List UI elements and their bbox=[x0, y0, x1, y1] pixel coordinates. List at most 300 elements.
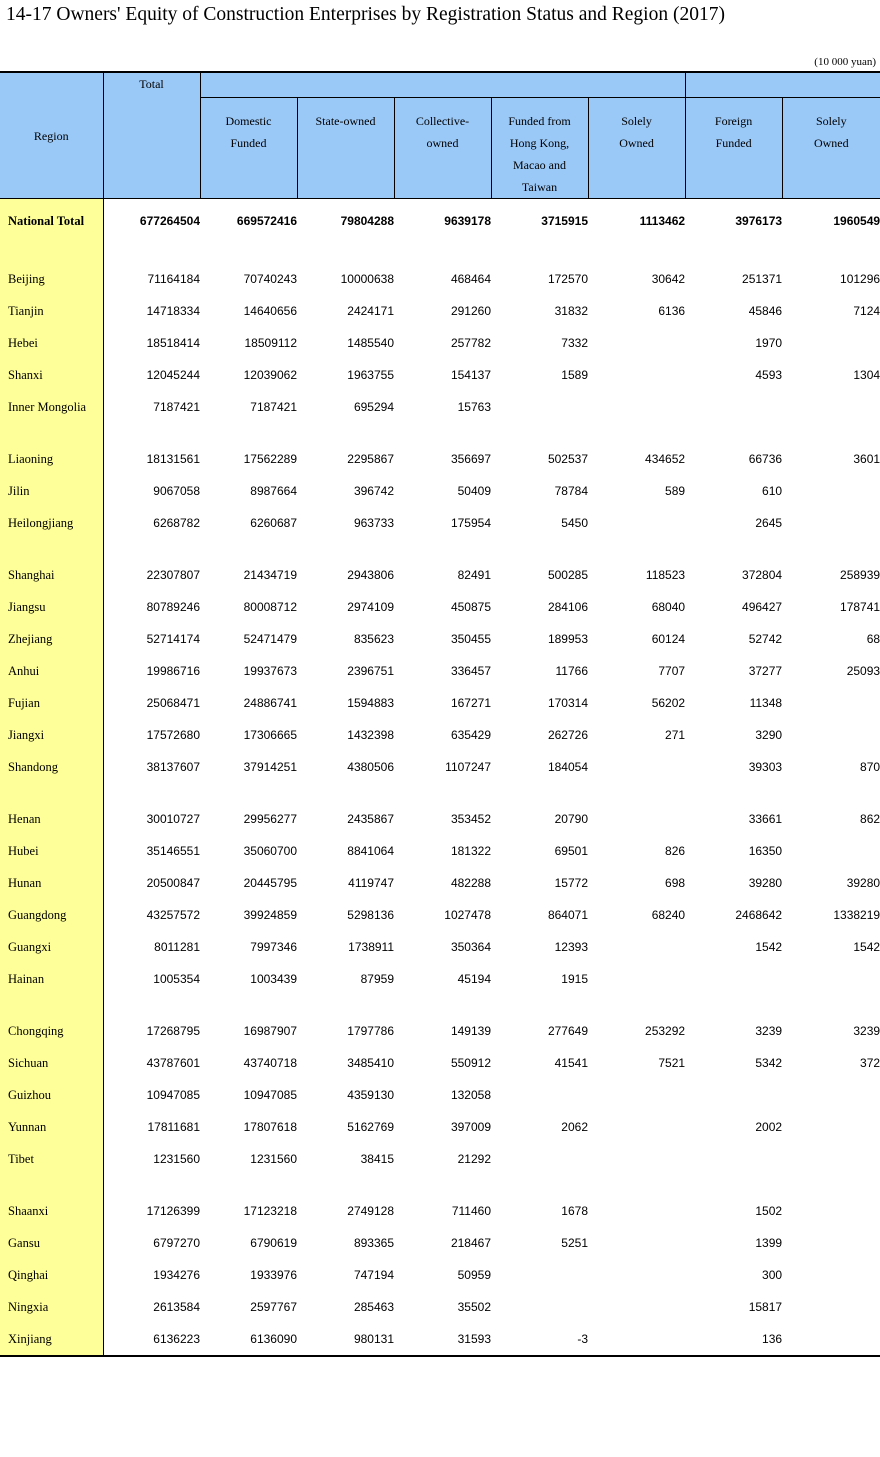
table-row bbox=[0, 443, 880, 475]
spacer-cell bbox=[297, 1175, 394, 1195]
region-name: Jilin bbox=[0, 475, 103, 507]
spacer-cell bbox=[782, 243, 880, 263]
spacer-cell bbox=[685, 1175, 782, 1195]
table-cell: 38137607 bbox=[146, 760, 200, 774]
header-foreign-line1: Foreign bbox=[714, 114, 753, 128]
header-hk-line3: Macao and bbox=[513, 158, 566, 172]
table-cell: 8987664 bbox=[250, 484, 297, 498]
table-cell: 181322 bbox=[450, 844, 491, 858]
spacer-cell bbox=[782, 1175, 880, 1195]
table-cell: 1107247 bbox=[445, 760, 491, 774]
table-cell: 22307807 bbox=[146, 568, 200, 582]
table-cell: 35060700 bbox=[243, 844, 297, 858]
table-cell: 870 bbox=[860, 760, 880, 774]
table-cell: 6260687 bbox=[250, 516, 297, 530]
table-cell: 257782 bbox=[450, 336, 491, 350]
table-cell: 17811681 bbox=[147, 1120, 200, 1134]
national-total-row bbox=[0, 199, 880, 244]
region-name: Qinghai bbox=[0, 1259, 103, 1291]
table-cell: 2396751 bbox=[347, 664, 394, 678]
table-cell: 677264504 bbox=[139, 214, 200, 228]
region-name: Jiangsu bbox=[0, 591, 103, 623]
table-cell: 18509112 bbox=[244, 336, 297, 350]
table-cell: 16987907 bbox=[243, 1024, 297, 1038]
spacer-row bbox=[0, 243, 880, 263]
table-cell: 39924859 bbox=[243, 908, 297, 922]
table-cell: 1027478 bbox=[444, 908, 491, 922]
table-cell bbox=[588, 1143, 685, 1175]
table-cell: 20445795 bbox=[243, 876, 297, 890]
table-cell bbox=[588, 1195, 685, 1227]
table-cell: 1970 bbox=[755, 336, 783, 350]
spacer-cell bbox=[297, 995, 394, 1015]
table-cell: 4593 bbox=[755, 368, 783, 382]
table-cell: 893365 bbox=[353, 1236, 394, 1250]
table-cell: 1502 bbox=[755, 1204, 783, 1218]
table-cell: 9067058 bbox=[153, 484, 200, 498]
table-cell: 1231560 bbox=[153, 1152, 200, 1166]
table-cell bbox=[685, 391, 782, 423]
spacer-cell bbox=[103, 243, 200, 263]
table-cell: 1113462 bbox=[639, 214, 686, 228]
table-cell: 285463 bbox=[353, 1300, 394, 1314]
table-cell: 16350 bbox=[748, 844, 783, 858]
table-cell: 170314 bbox=[547, 696, 588, 710]
spacer-cell bbox=[491, 423, 588, 443]
spacer-cell bbox=[588, 243, 685, 263]
spacer-cell bbox=[297, 423, 394, 443]
region-name: National Total bbox=[0, 199, 103, 244]
region-name: Shandong bbox=[0, 751, 103, 783]
table-cell: 37914251 bbox=[243, 760, 297, 774]
table-cell: 68240 bbox=[651, 908, 686, 922]
table-cell: 20790 bbox=[554, 812, 588, 826]
table-cell: 60124 bbox=[651, 632, 686, 646]
table-cell bbox=[588, 1259, 685, 1291]
table-cell: 2597767 bbox=[250, 1300, 297, 1314]
table-cell bbox=[588, 391, 685, 423]
table-cell bbox=[588, 1079, 685, 1111]
table-cell bbox=[782, 1195, 880, 1227]
table-cell: 10947085 bbox=[243, 1088, 297, 1102]
table-cell: 277649 bbox=[547, 1024, 588, 1038]
region-name: Fujian bbox=[0, 687, 103, 719]
table-cell: 50409 bbox=[457, 484, 491, 498]
table-cell: 25093 bbox=[846, 664, 880, 678]
table-cell: 78784 bbox=[554, 484, 588, 498]
spacer-cell bbox=[394, 243, 491, 263]
table-cell: 396742 bbox=[353, 484, 394, 498]
table-cell: 1738911 bbox=[348, 940, 394, 954]
table-cell: 2943806 bbox=[347, 568, 394, 582]
table-cell: 3485410 bbox=[347, 1056, 394, 1070]
table-cell bbox=[782, 1143, 880, 1175]
table-cell: 79804288 bbox=[340, 214, 394, 228]
table-cell: 39280 bbox=[846, 876, 880, 890]
table-cell: 7187421 bbox=[153, 400, 200, 414]
table-row bbox=[0, 751, 880, 783]
table-cell: 253292 bbox=[645, 1024, 686, 1038]
table-cell: 284106 bbox=[547, 600, 588, 614]
region-name: Inner Mongolia bbox=[0, 391, 103, 423]
table-cell: 43740718 bbox=[243, 1056, 297, 1070]
table-cell: 1399 bbox=[755, 1236, 783, 1250]
table-cell: 7124 bbox=[853, 304, 880, 318]
table-row bbox=[0, 1015, 880, 1047]
header-region: Region bbox=[0, 72, 103, 199]
table-cell: 963733 bbox=[353, 516, 394, 530]
table-cell: 14640656 bbox=[243, 304, 297, 318]
spacer-cell bbox=[394, 1175, 491, 1195]
region-name: Anhui bbox=[0, 655, 103, 687]
table-cell bbox=[782, 1291, 880, 1323]
table-row bbox=[0, 1195, 880, 1227]
table-row bbox=[0, 559, 880, 591]
header-hk-solely bbox=[588, 98, 685, 199]
table-cell: 8841064 bbox=[347, 844, 394, 858]
table-cell: 356697 bbox=[450, 452, 491, 466]
table-cell: 33661 bbox=[748, 812, 783, 826]
table-cell: 2002 bbox=[755, 1120, 783, 1134]
table-cell: 15817 bbox=[748, 1300, 783, 1314]
spacer-cell bbox=[103, 423, 200, 443]
table-cell: 1304 bbox=[853, 368, 880, 382]
table-cell bbox=[685, 1143, 782, 1175]
region-name: Guangdong bbox=[0, 899, 103, 931]
table-cell: 1933976 bbox=[250, 1268, 297, 1282]
table-cell: 6797270 bbox=[153, 1236, 200, 1250]
region-name: Beijing bbox=[0, 263, 103, 295]
region-name: Xinjiang bbox=[0, 1323, 103, 1356]
table-cell bbox=[782, 687, 880, 719]
spacer-cell bbox=[491, 995, 588, 1015]
table-cell: 1432398 bbox=[347, 728, 394, 742]
table-cell: 39303 bbox=[748, 760, 783, 774]
table-cell: 336457 bbox=[450, 664, 491, 678]
page-title: 14-17 Owners' Equity of Construction Enterprises by Registration Status and Region (2017) bbox=[6, 4, 725, 25]
table-cell: 826 bbox=[665, 844, 686, 858]
table-row bbox=[0, 507, 880, 539]
table-cell bbox=[588, 751, 685, 783]
table-cell: 15763 bbox=[457, 400, 491, 414]
table-cell: 1797786 bbox=[347, 1024, 394, 1038]
spacer-cell bbox=[394, 423, 491, 443]
spacer-cell bbox=[0, 423, 103, 443]
spacer-cell bbox=[0, 783, 103, 803]
table-cell: 21434719 bbox=[243, 568, 297, 582]
spacer-cell bbox=[0, 243, 103, 263]
region-name: Ningxia bbox=[0, 1291, 103, 1323]
table-cell: 9639178 bbox=[444, 214, 491, 228]
table-row bbox=[0, 263, 880, 295]
table-cell bbox=[588, 1111, 685, 1143]
table-cell: 635429 bbox=[450, 728, 491, 742]
region-name: Liaoning bbox=[0, 443, 103, 475]
table-cell: 8011281 bbox=[154, 940, 200, 954]
table-cell: 2974109 bbox=[347, 600, 394, 614]
table-cell: 1960549 bbox=[833, 214, 880, 228]
table-row bbox=[0, 391, 880, 423]
header-foreign-line2: Funded bbox=[715, 136, 752, 150]
table-body bbox=[0, 199, 880, 1357]
spacer-cell bbox=[685, 243, 782, 263]
spacer-cell bbox=[491, 243, 588, 263]
table-cell: 11348 bbox=[749, 696, 783, 710]
header-collective-line1: Collective- bbox=[415, 114, 470, 128]
table-cell: 66736 bbox=[748, 452, 783, 466]
table-cell: 1963755 bbox=[347, 368, 394, 382]
table-cell: 70740243 bbox=[243, 272, 297, 286]
table-row bbox=[0, 719, 880, 751]
table-cell: 5342 bbox=[755, 1056, 783, 1070]
header-hk-solely-line2: Owned bbox=[619, 136, 654, 150]
table-cell: 5450 bbox=[561, 516, 588, 530]
table-cell: 2645 bbox=[755, 516, 783, 530]
table-cell: 862 bbox=[860, 812, 880, 826]
spacer-row bbox=[0, 539, 880, 559]
table-cell: 45846 bbox=[748, 304, 783, 318]
table-cell: 669572416 bbox=[236, 214, 297, 228]
spacer-row bbox=[0, 1175, 880, 1195]
table-cell: 3239 bbox=[755, 1024, 783, 1038]
table-cell bbox=[685, 963, 782, 995]
table-cell: 172570 bbox=[547, 272, 588, 286]
table-cell bbox=[588, 931, 685, 963]
table-row bbox=[0, 327, 880, 359]
table-cell: 698 bbox=[665, 876, 686, 890]
table-cell: 17123218 bbox=[243, 1204, 297, 1218]
table-cell bbox=[588, 963, 685, 995]
table-cell: 262726 bbox=[547, 728, 588, 742]
spacer-cell bbox=[394, 539, 491, 559]
table-cell: 7332 bbox=[561, 336, 588, 350]
region-name: Hubei bbox=[0, 835, 103, 867]
table-cell: 43787601 bbox=[146, 1056, 200, 1070]
region-name: Hebei bbox=[0, 327, 103, 359]
table-cell: 2424171 bbox=[347, 304, 394, 318]
spacer-cell bbox=[103, 539, 200, 559]
table-cell: 2468642 bbox=[735, 908, 783, 922]
header-hk-solely-line1: Solely bbox=[621, 114, 652, 128]
table-cell bbox=[491, 391, 588, 423]
header-collective bbox=[394, 98, 491, 199]
header-collective-line2: owned bbox=[426, 136, 459, 150]
table-cell bbox=[685, 1079, 782, 1111]
spacer-cell bbox=[588, 783, 685, 803]
header-foreign bbox=[685, 98, 782, 199]
table-row bbox=[0, 1227, 880, 1259]
table-cell: 7707 bbox=[658, 664, 686, 678]
spacer-row bbox=[0, 423, 880, 443]
table-cell: 17268795 bbox=[146, 1024, 200, 1038]
table-cell: 10000638 bbox=[340, 272, 394, 286]
table-cell: 6136090 bbox=[200, 1323, 297, 1356]
table-row bbox=[0, 835, 880, 867]
table-cell: 864071 bbox=[547, 908, 588, 922]
table-cell: 397009 bbox=[450, 1120, 491, 1134]
table-cell: 132058 bbox=[450, 1088, 491, 1102]
table-cell bbox=[491, 1079, 588, 1111]
table-cell: 2062 bbox=[561, 1120, 588, 1134]
table-cell: 21292 bbox=[457, 1152, 491, 1166]
table-cell: 2613584 bbox=[153, 1300, 200, 1314]
table-cell: 80789246 bbox=[146, 600, 200, 614]
table-cell: 6268782 bbox=[153, 516, 200, 530]
header-domestic-line1: Domestic bbox=[225, 114, 272, 128]
table-cell: 1594883 bbox=[347, 696, 394, 710]
table-cell: 50959 bbox=[457, 1268, 491, 1282]
table-cell: 434652 bbox=[645, 452, 686, 466]
spacer-cell bbox=[0, 539, 103, 559]
spacer-cell bbox=[297, 243, 394, 263]
table-cell: 69501 bbox=[554, 844, 588, 858]
table-cell: 175954 bbox=[450, 516, 491, 530]
table-cell bbox=[491, 1143, 588, 1175]
table-cell bbox=[782, 719, 880, 751]
table-cell: 1542 bbox=[755, 940, 783, 954]
table-cell: 17562289 bbox=[243, 452, 297, 466]
spacer-cell bbox=[394, 783, 491, 803]
table-cell: 6790619 bbox=[250, 1236, 297, 1250]
table-cell: 589 bbox=[665, 484, 686, 498]
table-cell: 68 bbox=[866, 632, 880, 646]
table-row bbox=[0, 899, 880, 931]
table-row bbox=[0, 1323, 880, 1356]
table-cell: 3239 bbox=[853, 1024, 880, 1038]
spacer-cell bbox=[200, 783, 297, 803]
spacer-cell bbox=[491, 1175, 588, 1195]
spacer-row bbox=[0, 995, 880, 1015]
table-cell bbox=[782, 835, 880, 867]
table-cell: 1231560 bbox=[250, 1152, 297, 1166]
table-cell: 30010727 bbox=[146, 812, 200, 826]
table-cell bbox=[782, 391, 880, 423]
table-cell: 2435867 bbox=[347, 812, 394, 826]
header-hk-line4: Taiwan bbox=[521, 180, 558, 194]
table-cell: 10947085 bbox=[146, 1088, 200, 1102]
table-row bbox=[0, 867, 880, 899]
unit-label: (10 000 yuan) bbox=[814, 56, 876, 68]
table-cell: 468464 bbox=[450, 272, 491, 286]
header-total: Total bbox=[103, 72, 200, 199]
table-cell: 154137 bbox=[450, 368, 491, 382]
spacer-cell bbox=[685, 539, 782, 559]
table-cell: 1934276 bbox=[153, 1268, 200, 1282]
spacer-cell bbox=[685, 995, 782, 1015]
table-cell: 35146551 bbox=[146, 844, 200, 858]
table-cell: 258939 bbox=[840, 568, 880, 582]
table-row bbox=[0, 963, 880, 995]
region-name: Guizhou bbox=[0, 1079, 103, 1111]
table-cell: 291260 bbox=[450, 304, 491, 318]
table-cell: 136 bbox=[685, 1323, 782, 1356]
table-cell: 30642 bbox=[651, 272, 686, 286]
table-cell: 17126399 bbox=[146, 1204, 200, 1218]
table-cell: 7187421 bbox=[250, 400, 297, 414]
header-foreign-solely bbox=[782, 98, 880, 199]
table-row bbox=[0, 359, 880, 391]
table-cell: 1542 bbox=[853, 940, 880, 954]
table-cell: -3 bbox=[491, 1323, 588, 1356]
spacer-cell bbox=[782, 995, 880, 1015]
table-cell: 56202 bbox=[651, 696, 686, 710]
table-cell: 184054 bbox=[547, 760, 588, 774]
spacer-cell bbox=[491, 539, 588, 559]
table-cell: 3976173 bbox=[735, 214, 783, 228]
region-name: Chongqing bbox=[0, 1015, 103, 1047]
spacer-cell bbox=[588, 423, 685, 443]
region-name: Guangxi bbox=[0, 931, 103, 963]
table-cell bbox=[782, 1079, 880, 1111]
table-cell: 5162769 bbox=[347, 1120, 394, 1134]
table-cell: 610 bbox=[762, 484, 783, 498]
header-hk-line2: Hong Kong, bbox=[509, 136, 570, 150]
spacer-cell bbox=[588, 1175, 685, 1195]
table-cell: 45194 bbox=[457, 972, 491, 986]
spacer-cell bbox=[103, 995, 200, 1015]
spacer-cell bbox=[200, 539, 297, 559]
table-cell: 17572680 bbox=[146, 728, 200, 742]
table-cell: 1338219 bbox=[833, 908, 880, 922]
header-foreign-group bbox=[685, 72, 880, 98]
header-foreign-solely-line2: Owned bbox=[813, 136, 849, 150]
table-row bbox=[0, 1111, 880, 1143]
table-row bbox=[0, 591, 880, 623]
region-name: Sichuan bbox=[0, 1047, 103, 1079]
header-domestic bbox=[200, 98, 297, 199]
region-name: Gansu bbox=[0, 1227, 103, 1259]
spacer-cell bbox=[588, 995, 685, 1015]
table-cell: 38415 bbox=[360, 1152, 394, 1166]
table-cell: 41541 bbox=[554, 1056, 588, 1070]
table-cell: 695294 bbox=[353, 400, 394, 414]
table-cell: 52471479 bbox=[243, 632, 297, 646]
spacer-cell bbox=[200, 1175, 297, 1195]
region-name: Shanghai bbox=[0, 559, 103, 591]
table-cell: 496427 bbox=[742, 600, 783, 614]
table-row bbox=[0, 931, 880, 963]
table-cell: 39280 bbox=[748, 876, 783, 890]
table-cell: 19986716 bbox=[146, 664, 200, 678]
region-name: Shaanxi bbox=[0, 1195, 103, 1227]
region-name: Zhejiang bbox=[0, 623, 103, 655]
table-cell: 482288 bbox=[450, 876, 491, 890]
table-cell: 20500847 bbox=[146, 876, 200, 890]
table-cell bbox=[782, 327, 880, 359]
table-cell: 3715915 bbox=[541, 214, 588, 228]
table-cell: 1589 bbox=[561, 368, 588, 382]
header-domestic-group bbox=[200, 72, 685, 98]
region-name: Hunan bbox=[0, 867, 103, 899]
table-cell bbox=[782, 963, 880, 995]
table-row bbox=[0, 1291, 880, 1323]
table-cell: 1003439 bbox=[250, 972, 297, 986]
spacer-cell bbox=[394, 995, 491, 1015]
table-cell: 12039062 bbox=[243, 368, 297, 382]
table-cell: 835623 bbox=[353, 632, 394, 646]
spacer-cell bbox=[0, 995, 103, 1015]
table-cell: 52742 bbox=[748, 632, 783, 646]
table-cell bbox=[588, 507, 685, 539]
table-cell: 4380506 bbox=[347, 760, 394, 774]
table-cell: 711460 bbox=[451, 1204, 491, 1218]
table-row bbox=[0, 295, 880, 327]
header-domestic-line2: Funded bbox=[230, 136, 267, 150]
table-row bbox=[0, 623, 880, 655]
table-cell: 43257572 bbox=[146, 908, 200, 922]
spacer-cell bbox=[200, 423, 297, 443]
table-cell: 17306665 bbox=[243, 728, 297, 742]
